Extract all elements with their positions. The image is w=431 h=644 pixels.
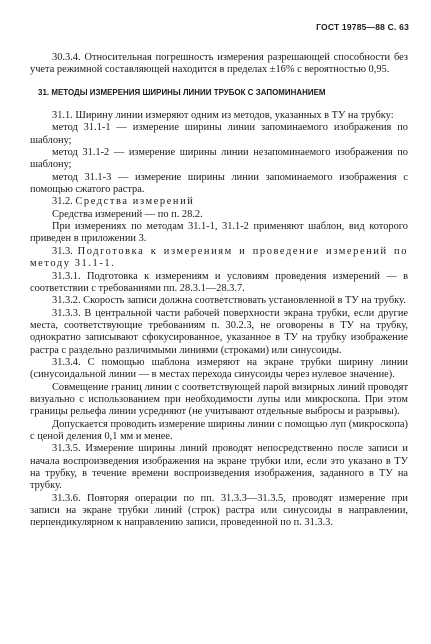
paragraph-31-3-2: 31.3.2. Скорость записи должна соответствовать установленной в ТУ на трубку. <box>52 295 406 307</box>
method-31-1-2: метод 31.1-2 — измерение ширины линии незапоминаемого изображения по шаблону; <box>30 147 408 171</box>
page-body <box>30 52 408 530</box>
paragraph-31-2-a: Средства измерений — по п. 28.2. <box>52 208 203 220</box>
page-header: ГОСТ 19785—88 С. 63 <box>316 22 409 32</box>
paragraph-31-3-4: 31.3.4. С помощью шаблона измеряют на экране трубки ширину линии (синусоидальной линии — в местах перехода синусоиды через нулевое значение). <box>30 356 408 381</box>
paragraph-31-3-title: Подготовка к измерениям и проведение измерений по методу 31.1-1. <box>30 245 408 270</box>
section-title: 31. МЕТОДЫ ИЗМЕРЕНИЯ ШИРИНЫ ЛИНИИ ТРУБОК С ЗАПОМИНАНИЕМ <box>38 87 326 97</box>
paragraph-31-3-6: 31.3.6. Повторяя операции по пп. 31.3.3—31.3.5, проводят измерение при записи на экране трубки линий (строк) растра или синусоиды в направлении, перпендикулярном к направлению записи, проведенной по п. 31.3.3. <box>30 492 408 529</box>
paragraph-31-2-number: 31.2. <box>52 196 73 208</box>
paragraph-31-3-1: 31.3.1. Подготовка к измерениям и условиям проведения измерений — в соответствии с требованиями пп. 28.3.1—28.3.7. <box>30 270 408 294</box>
paragraph-31-2-heading <box>30 196 408 208</box>
paragraph-31-1: 31.1. Ширину линии измеряют одним из методов, указанных в ТУ на трубку: <box>52 110 394 122</box>
paragraph-31-3-heading <box>30 246 408 271</box>
paragraph-30-3-4: 30.3.4. Относительная погрешность измерения разрешающей способности без учета режимной составляющей находится в пределах ±16% с вероятностью 0,95. <box>30 52 408 76</box>
paragraph-31-3-4-b: Совмещение границ линии с соответствующей парой визирных линий проводят визуально с использованием при необходимости лупы или микроскопа. При этом границы рельефа линии усредняют (не учитывают отдельные выбросы и разрывы). <box>30 381 408 418</box>
paragraph-31-3-4-c: Допускается проводить измерение ширины линии с помощью луп (микроскопа) с ценой деления 0,1 мм и менее. <box>30 418 408 442</box>
paragraph-31-3-5: 31.3.5. Измерение ширины линий проводят непосредственно после записи и начала воспроизведения изображения на экране трубки или, если это указано в ТУ на трубку, в течение времени воспроизведения изображения, заданного в ТУ на трубку. <box>30 443 408 492</box>
paragraph-31-2-title: Средства измерений <box>75 196 195 208</box>
paragraph-31-3-number: 31.3. <box>52 245 73 257</box>
method-31-1-1: метод 31.1-1 — измерение ширины линии запоминаемого изображения по шаблону; <box>30 122 408 146</box>
paragraph-31-3-3: 31.3.3. В центральной части рабочей поверхности экрана трубки, если другие места, соответствующие требованиям п. 30.2.3, не оговорены в ТУ на трубку, однократно записывают сфокусированное, указанное в ТУ на трубку изображение растра с раздельно различимыми линиями (строками) или синусоиды. <box>30 307 408 356</box>
method-31-1-3: метод 31.1-3 — измерение ширины линии запоминаемого изображения с помощью сжатого растра. <box>30 171 408 196</box>
paragraph-31-2-b: При измерениях по методам 31.1-1, 31.1-2 применяют шаблон, вид которого приведен в приложении 3. <box>30 221 408 245</box>
